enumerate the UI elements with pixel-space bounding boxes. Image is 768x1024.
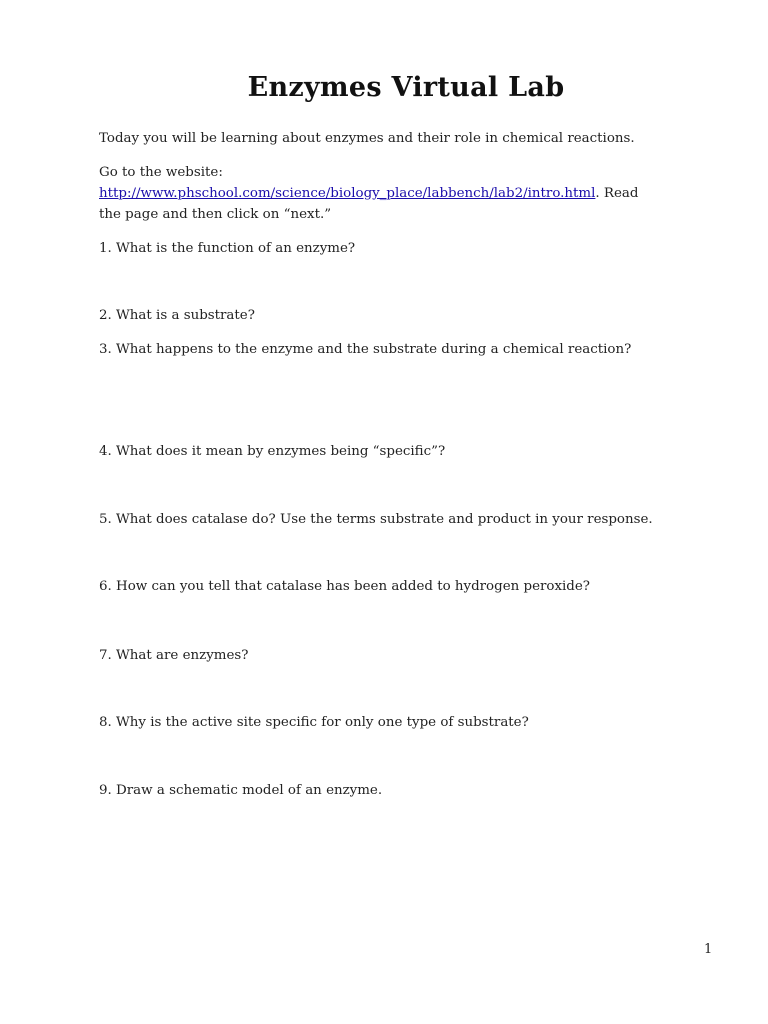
question-4: 4. What does it mean by enzymes being “specific”?	[99, 444, 446, 459]
page-number: 1	[704, 942, 713, 957]
question-5: 5. What does catalase do? Use the terms substrate and product in your response.	[99, 512, 653, 527]
intro-text: Today you will be learning about enzymes and their role in chemical reactions.	[99, 131, 635, 146]
page-title: Enzymes Virtual Lab	[247, 72, 565, 103]
website-link[interactable]: http://www.phschool.com/science/biology_place/labbench/lab2/intro.html	[99, 186, 596, 201]
question-1: 1. What is the function of an enzyme?	[99, 241, 356, 256]
question-3: 3. What happens to the enzyme and the substrate during a chemical reaction?	[99, 342, 632, 357]
question-9: 9. Draw a schematic model of an enzyme.	[99, 783, 383, 798]
question-8: 8. Why is the active site specific for only one type of substrate?	[99, 715, 529, 730]
question-7: 7. What are enzymes?	[99, 648, 249, 663]
question-6: 6. How can you tell that catalase has been added to hydrogen peroxide?	[99, 579, 590, 594]
website-instruction: the page and then click on “next.”	[99, 207, 332, 222]
website-prompt: Go to the website:	[99, 165, 223, 180]
website-after-link: . Read	[595, 186, 639, 201]
question-2: 2. What is a substrate?	[99, 308, 255, 323]
website-line	[99, 183, 638, 204]
